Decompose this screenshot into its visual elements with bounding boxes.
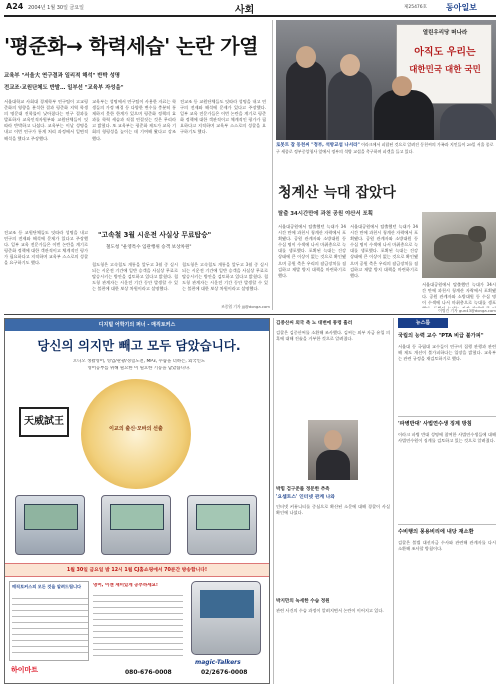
device-1 bbox=[15, 495, 85, 555]
ad-circle-graphic bbox=[81, 379, 191, 489]
sign-text-2: 아직도 우리는 bbox=[414, 47, 476, 58]
portrait-head bbox=[324, 430, 342, 450]
newsroom-label: 뉴스룸 bbox=[398, 318, 448, 328]
device-large-screen bbox=[200, 590, 254, 618]
ad-maker-logo: 하이마트 bbox=[11, 666, 39, 674]
device-1-screen bbox=[24, 504, 78, 530]
masthead-rule bbox=[4, 15, 496, 17]
wolf-head bbox=[468, 226, 486, 242]
sign-text-3: 대한민국 대한 국민 bbox=[409, 65, 481, 75]
ad-brand: magic-Talkers bbox=[195, 659, 241, 666]
device-3 bbox=[187, 495, 257, 555]
wolf-photo bbox=[422, 212, 496, 278]
portrait-body bbox=[316, 450, 350, 480]
ad-event-text: 1월 30일 금요일 밤 12시 1월 CJ홈쇼핑에서 70분간 방송합니다! bbox=[66, 568, 208, 573]
protest-photo bbox=[276, 20, 496, 140]
mid-body-3: 관련 사건의 수습 과정이 알려지면서 논란이 이어지고 있다. bbox=[276, 608, 384, 613]
sub-body-col-1: 철도청은 고속철도 개통을 앞두고 3월 중 실시되는 시운전 기간에 일반 승객을 사실상 무료로 탑승시키는 방안을 검토하고 있다고 밝혔다. 철도청 관계자는 시운전 기간 동안 발생할 수 있는 불편에 대한 보상 차원이라고 설명했다. bbox=[92, 262, 178, 292]
person-1-head bbox=[296, 46, 316, 68]
ad-subline-2: 영어공부를 위해 필요한 이 필요한 기능을 담았습니다. bbox=[87, 366, 191, 371]
person-3-head bbox=[392, 76, 412, 96]
sub-story-box bbox=[92, 228, 228, 260]
brief-1-head: 국립의 능력 교수 "PTA 비급 불가피" bbox=[398, 333, 484, 339]
brief-3-head: 수비행의 몽용비리에 내당 재소환 bbox=[398, 529, 474, 535]
sub-headline: "고속철 3월 시운전 사실상 무료탑승" bbox=[98, 231, 212, 239]
person-4 bbox=[440, 104, 496, 140]
ad-center-head: 영어, 이젠 재미있게 공부하세요! bbox=[93, 583, 158, 588]
top-headline: '평준화→ 학력세습' 논란 가열 bbox=[4, 34, 258, 58]
brief-rule-1 bbox=[398, 416, 496, 417]
device-3-screen bbox=[196, 504, 250, 530]
device-2-screen bbox=[110, 504, 164, 530]
ad-stamp: 天威試王 bbox=[19, 407, 69, 437]
top-body-col-1: 서울대학교 사회대 경제학부 연구팀이 고교평준화의 영향을 분석한 결과 평준화 지역 학생의 명문대 진학률이 낮아졌다는 연구 결과를 발표하자 교육인적자원부와 교원단체들이 잇따라 반박하고 나섰다. 교육부는 이날 성명을 내고 이번 연구가 통계 처리 과정에서 일면적 해석을 했다고 주장했다. bbox=[4, 99, 88, 141]
top-deck-2: 전교조·교원단체도 반발… 일부선 "교육부 자성을" bbox=[4, 85, 124, 91]
ad-subline: 오디오 생활영어, 영업/관광/경험도전, MP3, 수습을 더하는, 외국인도 bbox=[72, 359, 206, 364]
wolf-headline: 청계산 늑대 잡았다 bbox=[278, 185, 396, 201]
masthead bbox=[0, 0, 500, 14]
issue-date: 2004년 1월 30일 금요일 bbox=[28, 5, 85, 11]
brief-rule-2 bbox=[398, 524, 496, 525]
issue-number: 제25476호 bbox=[404, 5, 428, 10]
top-deck-1: 교육부 "서울大 연구결과 일리적 해석" 반박 성명 bbox=[4, 73, 121, 79]
person-3 bbox=[374, 90, 434, 140]
device-2 bbox=[101, 495, 171, 555]
sub-body-col-2: 철도청은 고속철도 개통을 앞두고 3월 중 실시되는 시운전 기간에 일반 승객을 사실상 무료로 탑승시키는 방안을 검토하고 있다고 밝혔다. 철도청 관계자는 시운전 기간 동안 발생할 수 있는 불편에 대한 보상 차원이라고 설명했다. bbox=[182, 262, 268, 292]
top-body-col-3: 전교조 등 교원단체들도 잇따라 성명을 내고 연구의 전제와 해석에 문제가 있다고 주장했다. 일부 교육 전문가들은 이번 논란을 계기로 평준화 정책에 대한 객관적이고 체계적인 평가가 필요하다고 지적하며 교육부 스스로의 성찰을 요구하기도 했다. bbox=[180, 99, 266, 135]
wolf-body-col-3: 서울대공원에서 탈출했던 늑대가 34시간 만에 과천시 청계산 자락에서 포획됐다. 공원 관계자와 소방대원 등 수십 명이 수색에 나서 마취총으로 늑대를 생포 bbox=[422, 282, 496, 306]
divider-ad-mid bbox=[273, 318, 274, 684]
mid-head-3: 박지만의 녹세한 수습 정원 bbox=[276, 599, 330, 604]
wolf-byline: 이명건 기자 gun43@donga.com bbox=[438, 308, 496, 313]
paper-name: 동아일보 bbox=[446, 3, 477, 12]
brief-2-body: 이라크 파병 반대 성명에 참여한 사법연수생들에 대해 사법연수원이 징계를 검토하고 있는 것으로 알려졌다. bbox=[398, 432, 496, 444]
mid-body-1: 검찰은 김중산씨를 소환해 조사했다. 김씨는 외부 자금 유입 의혹에 대해 진술을 거부한 것으로 알려졌다. bbox=[276, 330, 390, 342]
sub-deck: 철도청 "운영특수 임관행위 승객 보상차원" bbox=[106, 245, 192, 250]
mid-rule bbox=[4, 314, 496, 315]
divider-mid-right bbox=[393, 318, 394, 684]
ad-phone-2: 02/2676-0008 bbox=[201, 669, 248, 676]
wolf-deck: 탈출 34시간만에 과천 공원 야산서 포획 bbox=[278, 211, 373, 217]
column-divider bbox=[272, 20, 273, 310]
mid-head-2b: '요셉트스' 인터넷 관계 나와 bbox=[276, 495, 335, 500]
ad-left-lines bbox=[12, 598, 88, 658]
device-large bbox=[191, 581, 261, 655]
magic-talkers-ad bbox=[4, 318, 270, 684]
caption-head: 로봇트 잡 동천씨 "정부, 석방교섭 나서라" bbox=[276, 143, 360, 148]
mid-head-1: 김중산씨 외국 측 노 대변에 통령 흘러 bbox=[276, 321, 353, 326]
person-2-head bbox=[340, 54, 360, 76]
ad-phone-1: 080-676-0008 bbox=[125, 669, 172, 676]
ad-headline: 당신의 의지만 빼고 모두 담았습니다. bbox=[37, 338, 241, 353]
person-2 bbox=[328, 70, 372, 140]
top-body-col-2: 교육부는 성명에서 연구팀이 사용한 자료는 학생들의 가정 배경 등 다양한 변수를 충분히 통제하지 못한 한계가 있으며 평준화 정책의 효과를 학력 세습과 직접 연결짓는 것은 무리라고 밝혔다. 또 교육부는 평준화 제도가 교육 기회의 형평성을 높이는 데 기여해 왔다고 강조했다. bbox=[92, 99, 176, 141]
brief-3-body: 검찰은 불법 대선자금 수사와 관련해 관계자를 다시 소환해 조사할 방침이다. bbox=[398, 540, 496, 552]
ad-left-panel bbox=[9, 581, 89, 661]
sign-text-1: 열린우리당 떠나라 bbox=[422, 30, 468, 36]
ad-circle-text: 이교의 출신·모바의 선출 bbox=[109, 426, 163, 432]
ad-event-bar bbox=[5, 563, 269, 577]
photo-caption bbox=[276, 142, 496, 180]
ad-center-panel bbox=[93, 581, 183, 661]
mid-head-2: 박힘 검구준를 정문한 추측 bbox=[276, 487, 330, 492]
mid-body-2: 인터넷 커뮤니티를 중심으로 확산된 소문에 대해 경찰이 사실 확인에 나섰다. bbox=[276, 504, 390, 516]
person-1 bbox=[286, 60, 326, 140]
brief-1-body: 서울대 등 국립대 교수들이 연구비 집행 관행과 관련해 제도 개선이 불가피하다는 입장을 밝혔다. 교육부는 관련 규정을 재검토하기로 했다. bbox=[398, 344, 496, 362]
ad-center-lines bbox=[93, 595, 183, 657]
top-body-col-1b: 전교조 등 교원단체들도 잇따라 성명을 내고 연구의 전제와 해석에 문제가 있다고 주장했다. 일부 교육 전문가들은 이번 논란을 계기로 평준화 정책에 대한 객관적이고 체계적인 평가가 필요하다고 지적하며 교육부 스스로의 성찰을 요구하기도 했다. bbox=[4, 230, 88, 266]
brief-2-head: '파병반대' 사법연수생 징계 방침 bbox=[398, 421, 472, 427]
wolf-body-col-1: 서울대공원에서 탈출했던 늑대가 34시간 만에 과천시 청계산 자락에서 포획됐다. 공원 관계자와 소방대원 등 수십 명이 수색에 나서 마취총으로 늑대를 생포했다. 포획된 늑대는 건강 상태에 큰 이상이 없는 것으로 확인됐으며 공원 측은 우리의 잠금장치를 점검하고 재발 방지 대책을 마련하기로 했다. bbox=[278, 224, 346, 278]
mid-portrait bbox=[308, 420, 358, 480]
ad-banner: 디지털 어학기의 퍼너 - 매직토커스 bbox=[5, 319, 269, 331]
page-number: A24 bbox=[6, 2, 24, 11]
ad-left-head: 매직토커스의 모든 것을 알려드립니다 bbox=[12, 584, 82, 589]
top-byline: 조종엽 기자 jjj@donga.com bbox=[221, 304, 270, 309]
wolf-body-col-2: 서울대공원에서 탈출했던 늑대가 34시간 만에 과천시 청계산 자락에서 포획됐다. 공원 관계자와 소방대원 등 수십 명이 수색에 나서 마취총으로 늑대를 생포했다. 포획된 늑대는 건강 상태에 큰 이상이 없는 것으로 확인됐으며 공원 측은 우리의 잠금장치를 점검하고 재발 방지 대책을 마련하기로 했다. bbox=[350, 224, 418, 278]
caption-text: 이라크에서 피랍된 것으로 알려진 동천씨의 가족과 지인들이 29일 서울 종로구 세종로 정부중앙청사 앞에서 정부의 석방 교섭을 촉구하며 피켓을 들고 있다. bbox=[276, 142, 494, 154]
section-title: 사회 bbox=[235, 5, 255, 14]
